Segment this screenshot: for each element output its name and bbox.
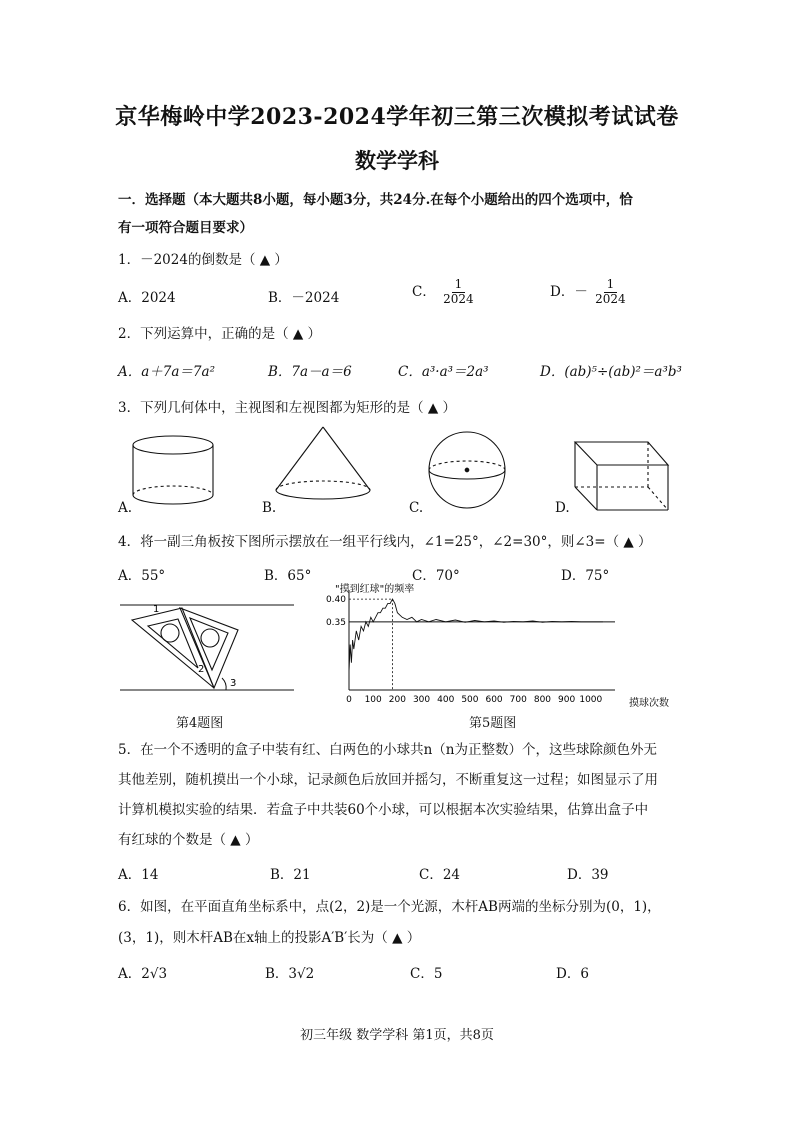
q3-solids-figure [118,425,678,520]
triangle-ruler-right [180,608,238,688]
q3-option-b: B. [262,500,277,516]
chart-series-line [349,599,603,672]
q1-option-d-numerator: 1 [604,278,618,293]
chart-xlabel: 摸球次数 [629,698,669,709]
x-tick-label: 700 [509,695,527,705]
x-tick-label: 100 [364,695,382,705]
q6-line1: 6．如图，在平面直角坐标系中，点(2，2)是一个光源，木杆AB两端的坐标分别为(0，1)， [118,899,661,915]
chart-title: "摸到红球"的频率 [335,584,415,595]
q4-option-c: C．70° [412,568,460,584]
q2-option-c: C．a³·a³＝2a³ [398,364,489,380]
x-tick-label: 300 [412,695,431,705]
q3-option-c: C. [409,500,424,516]
q2-stem: 2．下列运算中，正确的是（ ▲ ） [118,326,322,342]
angle-label-1: 1 [153,604,160,615]
x-tick-label: 600 [485,695,503,705]
q5-option-c: C．24 [419,867,461,883]
q6-line2: (3，1)，则木杆AB在x轴上的投影A′B′长为（ ▲ ） [118,930,421,946]
q3-option-a: A. [118,500,133,516]
q5-figure-caption: 第5题图 [469,716,517,731]
q6-option-d: D．6 [556,966,589,982]
prism-shape [575,442,668,510]
q1-option-c-label: C． [412,283,436,300]
cone-shape [276,427,370,499]
y-tick-label: 0.40 [325,595,346,606]
q4-option-a: A．55° [118,568,166,584]
x-tick-label: 0 [346,695,352,705]
x-tick-label: 1000 [579,695,603,705]
q5-option-b: B．21 [270,867,311,883]
x-tick-label: 800 [533,695,552,705]
q4-option-b: B．65° [264,568,312,584]
q4-triangle-set-figure [118,598,298,698]
x-tick-label: 400 [437,695,455,705]
cylinder-shape [133,436,213,504]
q2-option-b: B．7a－a＝6 [268,364,352,380]
q1-option-c [412,278,477,307]
q5-option-a: A．14 [118,867,159,883]
q1-option-c-fraction [440,278,477,307]
q1-option-c-numerator: 1 [452,278,466,293]
x-tick-label: 900 [558,695,576,705]
q3-option-d: D. [555,500,570,516]
q4-option-d: D．75° [561,568,610,584]
q1-option-d [550,278,629,307]
angle-label-2: 2 [198,664,205,675]
page-title: 京华梅岭中学2023-2024学年初三第三次模拟考试试卷 [115,104,679,130]
q5-line3: 计算机模拟实验的结果．若盒子中共装60个小球，可以根据本次实验结果，估算出盒子中 [118,802,649,818]
angle-3-arc [222,678,226,690]
q1-option-a: A．2024 [118,290,176,306]
q6-option-c: C．5 [410,966,443,982]
q6-option-b: B．3√2 [265,966,315,982]
x-tick-label: 500 [461,695,479,705]
q1-option-d-denominator: 2024 [595,291,626,306]
q5-frequency-chart [315,582,700,712]
angle-label-3: 3 [230,678,237,689]
q4-figure-caption: 第4题图 [176,716,224,731]
q5-line4: 有红球的个数是（ ▲ ） [118,832,259,848]
q1-option-b: B．－2024 [268,290,340,306]
sphere-shape [429,432,505,508]
x-tick-label: 200 [388,695,406,705]
triangle-ruler-left [132,608,214,688]
q1-option-c-denominator: 2024 [443,291,474,306]
q5-option-d: D．39 [567,867,609,883]
q1-option-d-fraction [592,278,629,307]
section-heading-line1: 一．选择题（本大题共8小题，每小题3分，共24分.在每个小题给出的四个选项中，恰 [118,192,633,208]
q4-stem: 4．将一副三角板按下图所示摆放在一组平行线内，∠1=25°，∠2=30°，则∠3=（ ▲ ） [118,534,652,550]
q5-line2: 其他差别，随机摸出一个小球，记录颜色后放回并摇匀，不断重复这一过程；如图显示了用 [118,772,658,788]
q2-option-a: A．a＋7a＝7a² [118,364,215,380]
q1-stem: 1．－2024的倒数是（ ▲ ） [118,252,288,268]
q2-option-d: D．(ab)⁵÷(ab)²＝a³b³ [540,364,682,380]
q3-stem: 3．下列几何体中，主视图和左视图都为矩形的是（ ▲ ） [118,400,457,416]
y-tick-label: 0.35 [325,617,346,628]
section-heading-line2: 有一项符合题目要求） [118,220,253,236]
page-footer: 初三年级 数学学科 第1页，共8页 [300,1028,494,1043]
q1-option-d-label: D．－ [550,283,588,300]
q6-option-a: A．2√3 [118,966,168,982]
q5-line1: 5．在一个不透明的盒子中装有红、白两色的小球共n（n为正整数）个，这些球除颜色外无 [118,742,657,758]
page-subtitle: 数学学科 [355,148,439,173]
